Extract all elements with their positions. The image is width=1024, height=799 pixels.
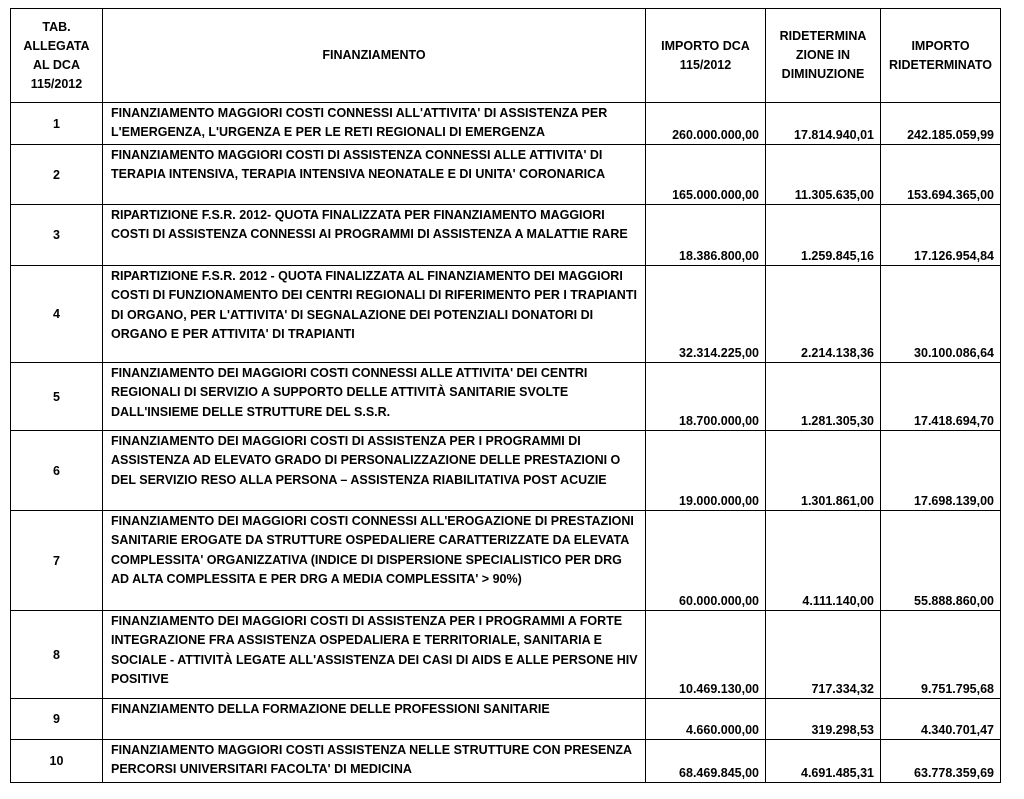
row-description: RIPARTIZIONE F.S.R. 2012- QUOTA FINALIZZATA PER FINANZIAMENTO MAGGIORI COSTI DI ASSISTENZA CONNESSI AI PROGRAMMI DI ASSISTENZA A MALATTIE RARE xyxy=(103,205,646,266)
header-rideterminazione: RIDETERMINA ZIONE IN DIMINUZIONE xyxy=(766,9,881,103)
row-rideterminato: 63.778.359,69 xyxy=(881,740,1001,783)
row-number: 3 xyxy=(11,205,103,266)
row-description: FINANZIAMENTO MAGGIORI COSTI CONNESSI ALL'ATTIVITA' DI ASSISTENZA PER L'EMERGENZA, L'URGENZA E PER LE RETI REGIONALI DI EMERGENZA xyxy=(103,103,646,145)
table-row xyxy=(11,363,1001,431)
row-number: 6 xyxy=(11,431,103,511)
row-rideterminazione: 17.814.940,01 xyxy=(766,103,881,145)
row-number: 4 xyxy=(11,266,103,363)
table-row xyxy=(11,145,1001,205)
row-rideterminazione: 717.334,32 xyxy=(766,611,881,699)
row-number: 7 xyxy=(11,511,103,611)
row-importo: 32.314.225,00 xyxy=(646,266,766,363)
row-rideterminato: 9.751.795,68 xyxy=(881,611,1001,699)
header-importo: IMPORTO DCA 115/2012 xyxy=(646,9,766,103)
row-rideterminato: 242.185.059,99 xyxy=(881,103,1001,145)
row-importo: 19.000.000,00 xyxy=(646,431,766,511)
row-description: FINANZIAMENTO DEI MAGGIORI COSTI CONNESSI ALLE ATTIVITA' DEI CENTRI REGIONALI DI SERVIZIO A SUPPORTO DELLE ATTIVITÀ SANITARIE SVOLTE DALL'INSIEME DELLE STRUTTURE DEL S.S.R. xyxy=(103,363,646,431)
header-tab: TAB. ALLEGATA AL DCA 115/2012 xyxy=(11,9,103,103)
row-rideterminazione: 4.111.140,00 xyxy=(766,511,881,611)
table-row xyxy=(11,205,1001,266)
table-row xyxy=(11,266,1001,363)
row-rideterminazione: 319.298,53 xyxy=(766,699,881,740)
row-description: FINANZIAMENTO DELLA FORMAZIONE DELLE PROFESSIONI SANITARIE xyxy=(103,699,646,740)
row-rideterminato: 55.888.860,00 xyxy=(881,511,1001,611)
row-rideterminazione: 1.259.845,16 xyxy=(766,205,881,266)
header-rideterminato: IMPORTO RIDETERMINATO xyxy=(881,9,1001,103)
row-description: RIPARTIZIONE F.S.R. 2012 - QUOTA FINALIZZATA AL FINANZIAMENTO DEI MAGGIORI COSTI DI FUNZIONAMENTO DEI CENTRI REGIONALI DI RIFERIMENTO PER I TRAPIANTI DI ORGANO, PER L'ATTIVITA' DI SEGNALAZIONE DEI POTENZIALI DONATORI DI ORGANO E PER ATTIVITA' DI TRAPIANTI xyxy=(103,266,646,363)
row-rideterminato: 30.100.086,64 xyxy=(881,266,1001,363)
table-body xyxy=(11,103,1001,783)
row-importo: 68.469.845,00 xyxy=(646,740,766,783)
row-importo: 18.386.800,00 xyxy=(646,205,766,266)
row-importo: 18.700.000,00 xyxy=(646,363,766,431)
table-row xyxy=(11,431,1001,511)
row-rideterminazione: 11.305.635,00 xyxy=(766,145,881,205)
row-description: FINANZIAMENTO DEI MAGGIORI COSTI DI ASSISTENZA PER I PROGRAMMI DI ASSISTENZA AD ELEVATO GRADO DI PERSONALIZZAZIONE DELLE PRESTAZIONI O DEL SERVIZIO RESO ALLA PERSONA – ASSISTENZA RIABILITATIVA POST ACUZIE xyxy=(103,431,646,511)
row-number: 8 xyxy=(11,611,103,699)
row-rideterminato: 17.418.694,70 xyxy=(881,363,1001,431)
row-description: FINANZIAMENTO DEI MAGGIORI COSTI CONNESSI ALL'EROGAZIONE DI PRESTAZIONI SANITARIE EROGATE DA STRUTTURE OSPEDALIERE CARATTERIZZATE DA ELEVATA COMPLESSITA' ORGANIZZATIVA (INDICE DI DISPERSIONE SPECIALISTICO PER DRG AD ALTA COMPLESSITA E PER DRG A MEDIA COMPLESSITA' > 90%) xyxy=(103,511,646,611)
table-row xyxy=(11,740,1001,783)
row-importo: 60.000.000,00 xyxy=(646,511,766,611)
row-number: 10 xyxy=(11,740,103,783)
row-rideterminato: 17.698.139,00 xyxy=(881,431,1001,511)
row-description: FINANZIAMENTO DEI MAGGIORI COSTI DI ASSISTENZA PER I PROGRAMMI A FORTE INTEGRAZIONE FRA ASSISTENZA OSPEDALIERA E TERRITORIALE, SANITARIA E SOCIALE - ATTIVITÀ LEGATE ALL'ASSISTENZA DEI CASI DI AIDS E ALLE PERSONE HIV POSITIVE xyxy=(103,611,646,699)
row-number: 2 xyxy=(11,145,103,205)
header-finanziamento: FINANZIAMENTO xyxy=(103,9,646,103)
row-rideterminazione: 1.281.305,30 xyxy=(766,363,881,431)
row-rideterminato: 153.694.365,00 xyxy=(881,145,1001,205)
row-importo: 4.660.000,00 xyxy=(646,699,766,740)
row-importo: 165.000.000,00 xyxy=(646,145,766,205)
row-number: 1 xyxy=(11,103,103,145)
row-description: FINANZIAMENTO MAGGIORI COSTI ASSISTENZA NELLE STRUTTURE CON PRESENZA PERCORSI UNIVERSITARI FACOLTA' DI MEDICINA xyxy=(103,740,646,783)
header-row xyxy=(11,9,1001,103)
table-row xyxy=(11,699,1001,740)
row-number: 9 xyxy=(11,699,103,740)
row-importo: 260.000.000,00 xyxy=(646,103,766,145)
row-importo: 10.469.130,00 xyxy=(646,611,766,699)
row-rideterminazione: 1.301.861,00 xyxy=(766,431,881,511)
table-row xyxy=(11,611,1001,699)
row-description: FINANZIAMENTO MAGGIORI COSTI DI ASSISTENZA CONNESSI ALLE ATTIVITA' DI TERAPIA INTENSIVA, TERAPIA INTENSIVA NEONATALE E DI UNITA' CORONARICA xyxy=(103,145,646,205)
table-row xyxy=(11,511,1001,611)
row-rideterminato: 4.340.701,47 xyxy=(881,699,1001,740)
row-rideterminazione: 4.691.485,31 xyxy=(766,740,881,783)
table-row xyxy=(11,103,1001,145)
row-rideterminazione: 2.214.138,36 xyxy=(766,266,881,363)
financing-table xyxy=(10,8,1001,783)
row-number: 5 xyxy=(11,363,103,431)
row-rideterminato: 17.126.954,84 xyxy=(881,205,1001,266)
